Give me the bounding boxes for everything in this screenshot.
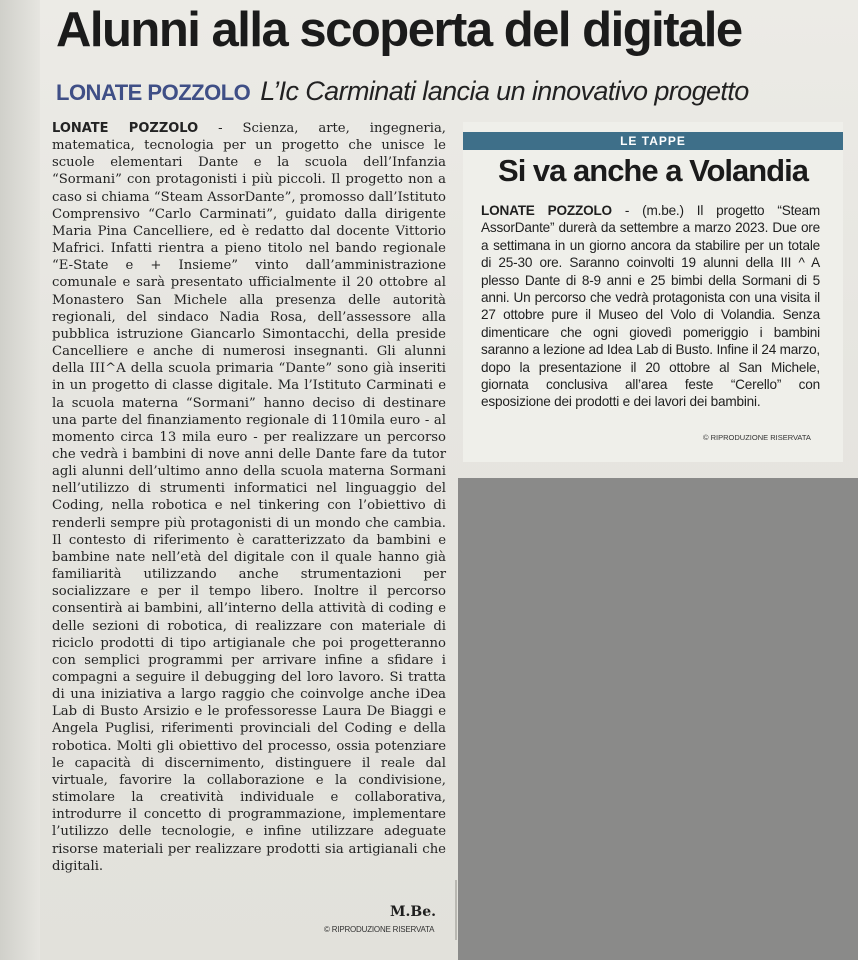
headline: Alunni alla scoperta del digitale <box>56 3 742 57</box>
subhead-place: LONATE POZZOLO <box>56 80 251 105</box>
subheadline <box>56 76 856 107</box>
sidebar-lead: LONATE POZZOLO <box>481 203 612 218</box>
article-text: - Scienza, arte, ingegneria, matematica, tecnologia per un progetto che unisce le scuole elementari Dante e la scuola dell’Infanzia “Sormani” con protagonisti i più piccoli. Il progetto non a caso si chiama “Steam AssorDante”, promosso dall’Istituto Comprensivo “Carlo Carminati”, guidato dalla dirigente Maria Pina Cancelliere, ed è redatto dal docente Vittorio Mafrici. Infatti rientra a pieno titolo nel bando regionale “E-State e + Insieme” vinto dall’amministrazione comunale e sarà presentato ufficialmente il 20 ottobre al Monastero San Michele alla presenza delle autorità regionali, del sindaco Nadia Rosa, dell’assessore alla pubblica istruzione Giancarlo Simontacchi, della preside Cancelliere e anche di numerosi insegnanti. Gli alunni della III^A della scuola primaria “Dante” sono già inseriti in un progetto di classe digitale. Ma l’Istituto Carminati e la scuola materna “Sormani” hanno deciso di destinare una parte del finanziamento regionale di 110mila euro - al momento circa 13 mila euro - per realizzare un percorso che vedrà i bambini di nove anni delle Dante fare da tutor agli alunni dell’ultimo anno della scuola materna Sormani nell’utilizzo di strumenti informatici nel linguaggio del Coding, nella robotica e nel tinkering con l’obiettivo di renderli sempre più protagonisti di un mondo che cambia. Il contesto di riferimento è caratterizzato da bambini e bambine nate nell’età del digitale con il quale hanno già familiarità utilizzando anche strumentazioni per socializzare e per il tempo libero. Inoltre il percorso consentirà ai bambini, all’interno della attività di coding e delle sezioni di robotica, di realizzare con materiale di riciclo prodotti di tipo artigianale che poi progetteranno con semplici programmi per arrivare infine a sfidare i compagni a seguire il debugging del loro lavoro. Si tratta di una iniziativa a largo raggio che coinvolge anche iDea Lab di Busto Arsizio e le professoresse Laura De Biaggi e Angela Puglisi, riferimenti provinciali del Coding e della robotica. Molti gli obiettivo del processo, ossia potenziare le capacità di discernimento, distinguere il reale dal virtuale, favorire la collaborazione e la condivisione, stimolare la creatività individuale e collaborativa, introdurre il concetto di programmazione, implementare l’utilizzo delle tecnologie, e infine utilizzare adeguate risorse materiali per realizzare prodotti sia artigianali che digitali. <box>52 121 446 874</box>
column-divider <box>455 880 457 940</box>
sidebar-text: - (m.be.) Il progetto “Steam AssorDante” durerà da settembre a marzo 2023. Due ore a settimana in un giorno ancora da stabilire per un totale di 25-30 ore. Saranno coinvolti 19 alunni della III ^ A plesso Dante di 8-9 anni e 25 bimbi della Sormani di 5 anni. Un percorso che vedrà protagonista con una visita il 27 ottobre pure il Museo del Volo di Volandia. Senza dimenticare che ogni giovedì pomeriggio i bambini saranno a lezione ad Idea Lab di Busto. Infine il 24 marzo, dopo la presentazione il 20 ottobre al San Michele, giornata conclusiva all’area feste “Cerello” con esposizione dei prodotti e dei lavori dei bambini. <box>481 203 820 410</box>
sidebar-copyright: © RIPRODUZIONE RISERVATA <box>703 433 811 442</box>
subhead-text: L’Ic Carminati lancia un innovativo progetto <box>260 76 749 106</box>
article-copyright: © RIPRODUZIONE RISERVATA <box>324 925 435 934</box>
article-paragraph <box>52 120 446 875</box>
page-edge <box>0 0 40 960</box>
article-signature: M.Be. <box>390 904 436 920</box>
sidebar-tag: LE TAPPE <box>463 132 843 150</box>
sidebar-title: Si va anche a Volandia <box>498 153 808 188</box>
article-lead: LONATE POZZOLO <box>52 121 199 136</box>
sidebar-body <box>481 202 820 411</box>
article-body <box>52 120 446 930</box>
background-surface <box>458 478 858 960</box>
